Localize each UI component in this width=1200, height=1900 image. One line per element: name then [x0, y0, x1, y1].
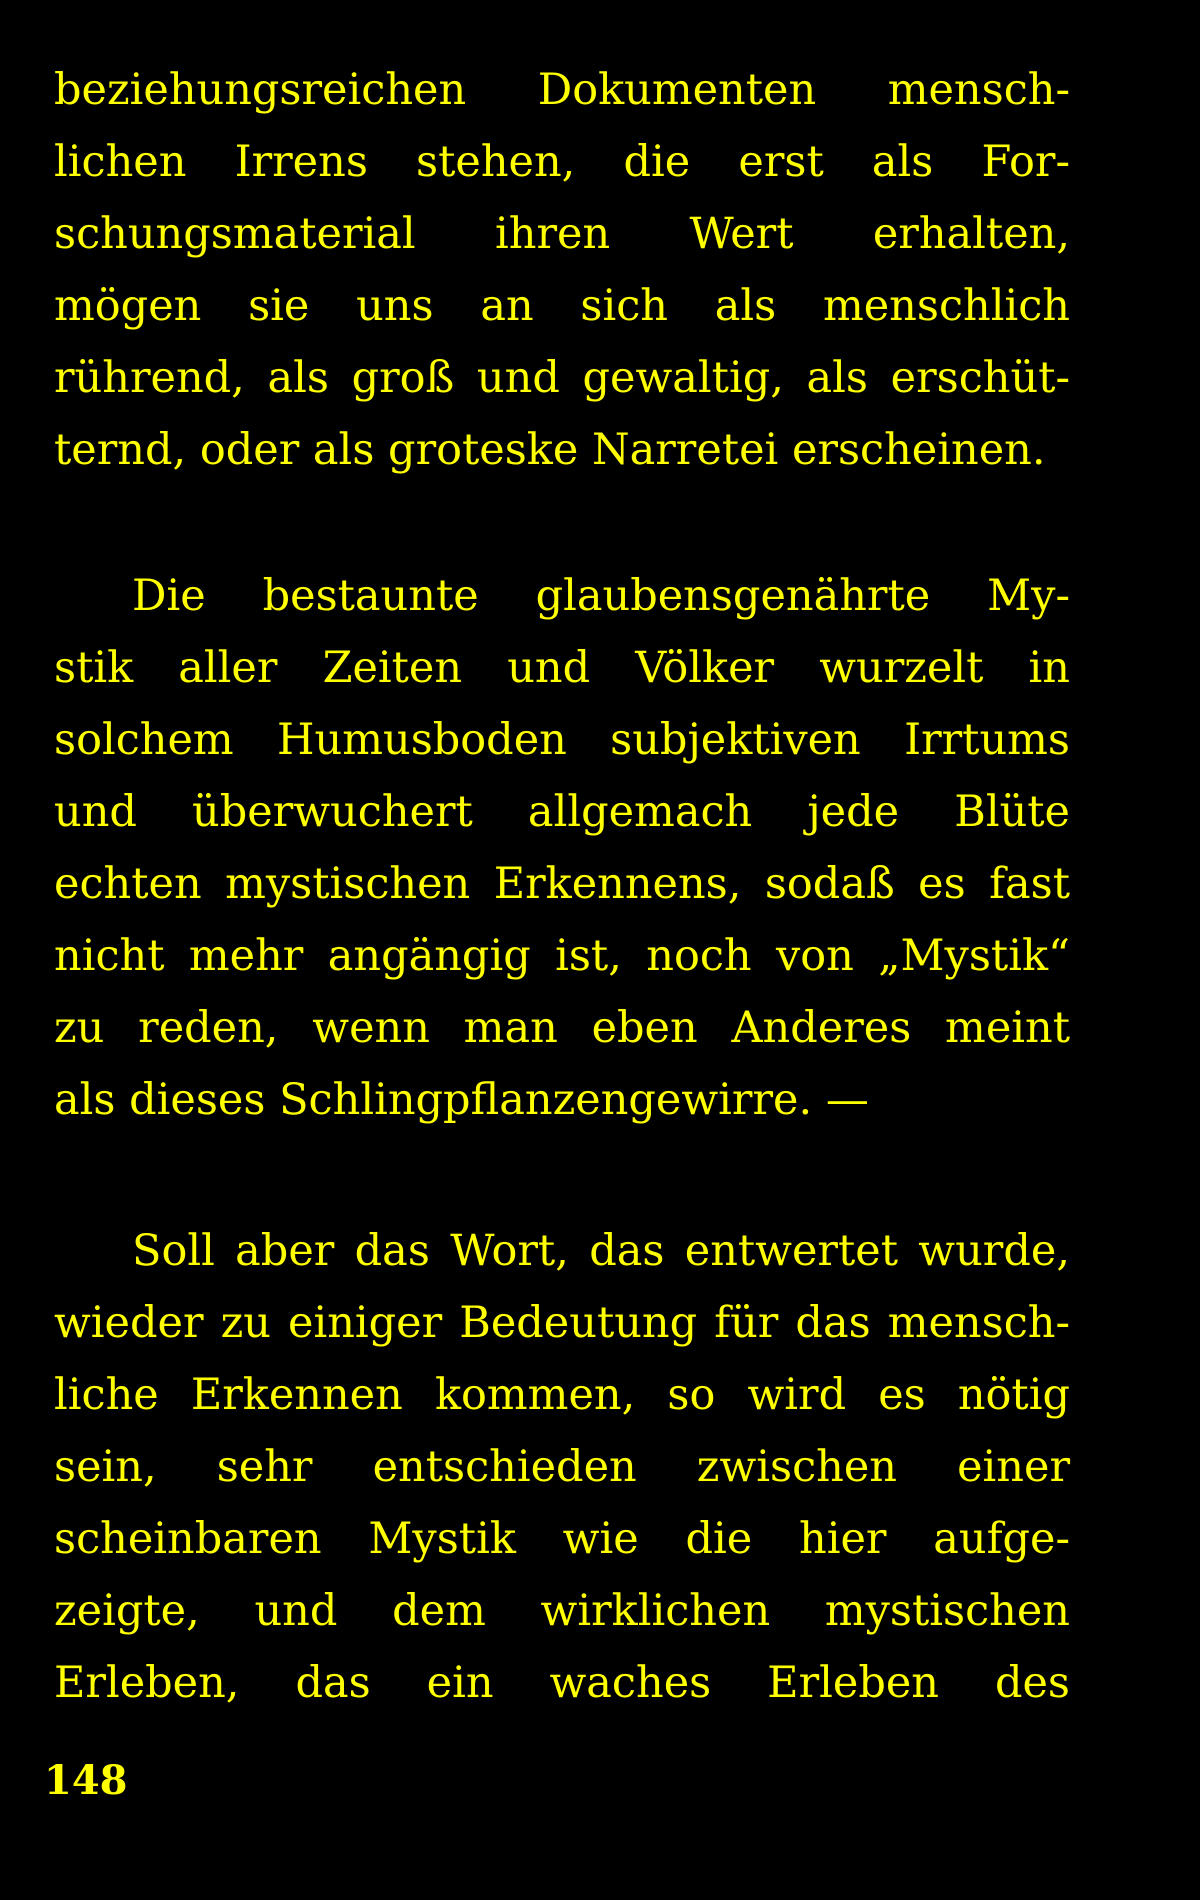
text-line: zu reden, wenn man eben Anderes meint [54, 1003, 1070, 1053]
page-number: 148 [44, 1757, 128, 1804]
paragraph-3 [54, 1215, 1070, 1719]
text-line: nicht mehr angängig ist, noch von „Mystik“ [54, 931, 1070, 981]
paragraph-2 [54, 560, 1070, 1136]
text-line: solchem Humusboden subjektiven Irrtums [54, 715, 1070, 765]
text-line: liche Erkennen kommen, so wird es nötig [54, 1370, 1070, 1420]
text-line: stik aller Zeiten und Völker wurzelt in [54, 643, 1070, 693]
text-line: als dieses Schlingpflanzengewirre. — [54, 1075, 869, 1125]
text-line: mögen sie uns an sich als menschlich [54, 281, 1070, 331]
text-line: ternd, oder als groteske Narretei erscheinen. [54, 425, 1046, 475]
text-line: zeigte, und dem wirklichen mystischen [54, 1586, 1070, 1636]
text-line: und überwuchert allgemach jede Blüte [54, 787, 1070, 837]
text-line: Erleben, das ein waches Erleben des [54, 1658, 1070, 1708]
text-line: rührend, als groß und gewaltig, als erschüt- [54, 353, 1070, 403]
text-line: wieder zu einiger Bedeutung für das mensch- [54, 1298, 1070, 1348]
text-line: sein, sehr entschieden zwischen einer [54, 1442, 1070, 1492]
text-line: Die bestaunte glaubensgenährte My- [132, 571, 1070, 621]
text-line: schungsmaterial ihren Wert erhalten, [54, 209, 1070, 259]
text-line: beziehungsreichen Dokumenten mensch- [54, 65, 1070, 115]
paragraph-1 [54, 54, 1070, 486]
text-line: echten mystischen Erkennens, sodaß es fast [54, 859, 1070, 909]
text-line: lichen Irrens stehen, die erst als For- [54, 137, 1070, 187]
text-line: scheinbaren Mystik wie die hier aufge- [54, 1514, 1070, 1564]
text-line: Soll aber das Wort, das entwertet wurde, [132, 1226, 1070, 1276]
